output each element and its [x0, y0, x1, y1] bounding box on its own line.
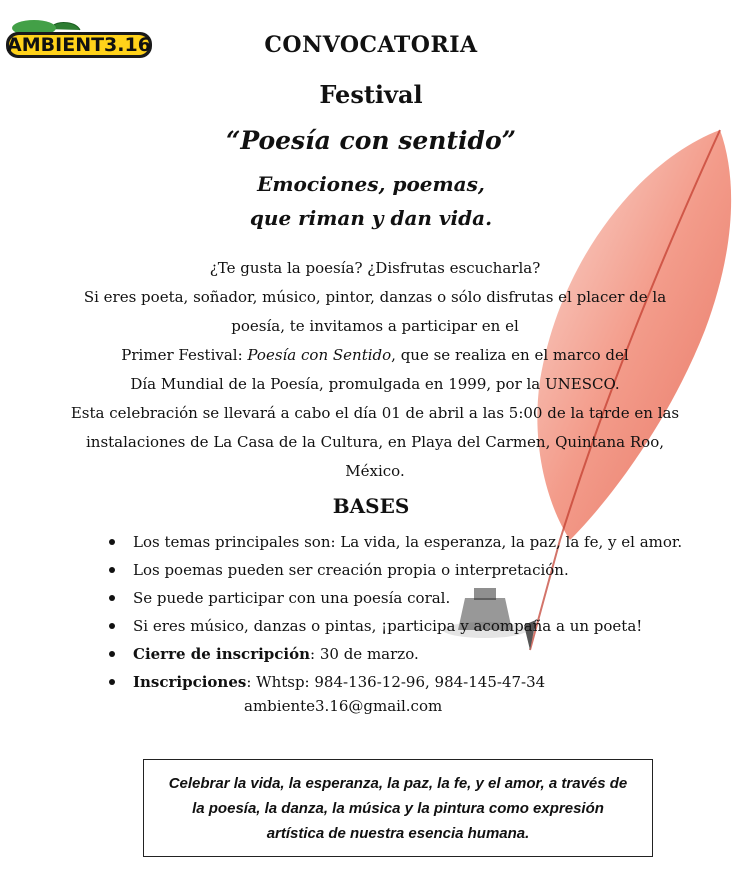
deadline-value: : 30 de marzo. [310, 645, 419, 663]
list-item-text: Los temas principales son: La vida, la esperanza, la paz, la fe, y el amor. [133, 533, 683, 551]
registration-label: Inscripciones [133, 673, 247, 691]
intro-line-3 [70, 341, 680, 370]
list-item [105, 640, 725, 668]
list-item [105, 528, 725, 556]
list-item [105, 612, 725, 640]
intro-line-1: ¿Te gusta la poesía? ¿Disfrutas escucharla? [209, 259, 541, 277]
bases-list [105, 528, 725, 696]
bullet-icon [109, 539, 115, 545]
intro-line-5: Esta celebración se llevará a cabo el día 01 de abril a las 5:00 de la tarde en las instalaciones de La Casa de la Cultura, en Playa del Carmen, Quintana Roo, México. [70, 404, 680, 480]
list-item-text: Se puede participar con una poesía coral. [133, 589, 451, 607]
bases-title: BASES [332, 494, 410, 518]
intro-line-4: Día Mundial de la Poesía, promulgada en 1999, por la UNESCO. [130, 375, 620, 393]
bullet-icon [109, 623, 115, 629]
registration-phones: : Whtsp: 984-136-12-96, 984-145-47-34 [246, 673, 546, 691]
bullet-icon [109, 679, 115, 685]
list-item-text: Si eres músico, danzas o pintas, ¡participa y acompaña a un poeta! [133, 617, 643, 635]
festival-name: “Poesía con sentido” [225, 126, 517, 155]
logo-text: AMBIENT3.16 [7, 34, 151, 56]
list-item [105, 584, 725, 612]
festival-name-inline: Poesía con Sentido [247, 346, 392, 364]
intro-text [70, 254, 680, 486]
page-title: CONVOCATORIA [264, 32, 478, 58]
list-item [105, 556, 725, 584]
intro-line-3-after: , que se realiza en el marco del [391, 346, 629, 364]
bullet-icon [109, 595, 115, 601]
tagline-line-2: que riman y dan vida. [249, 206, 493, 230]
bullet-icon [109, 651, 115, 657]
tagline-line-1: Emociones, poemas, [257, 172, 485, 196]
intro-line-2: Si eres poeta, soñador, músico, pintor, danzas o sólo disfrutas el placer de la poesía, te invitamos a participar en el [83, 288, 667, 335]
bullet-icon [109, 567, 115, 573]
list-item [105, 668, 725, 696]
list-item-text: Los poemas pueden ser creación propia o interpretación. [133, 561, 569, 579]
intro-line-3-before: Primer Festival: [121, 346, 248, 364]
closing-quote-text: Celebrar la vida, la esperanza, la paz, la fe, y el amor, a través de la poesía, la danza, la música y la pintura como expresión artística de nuestra esencia humana. [168, 774, 628, 842]
contact-email[interactable]: ambiente3.16@gmail.com [244, 697, 443, 715]
page-subtitle: Festival [319, 80, 423, 109]
deadline-label: Cierre de inscripción [133, 645, 311, 663]
closing-quote-box [143, 759, 653, 857]
